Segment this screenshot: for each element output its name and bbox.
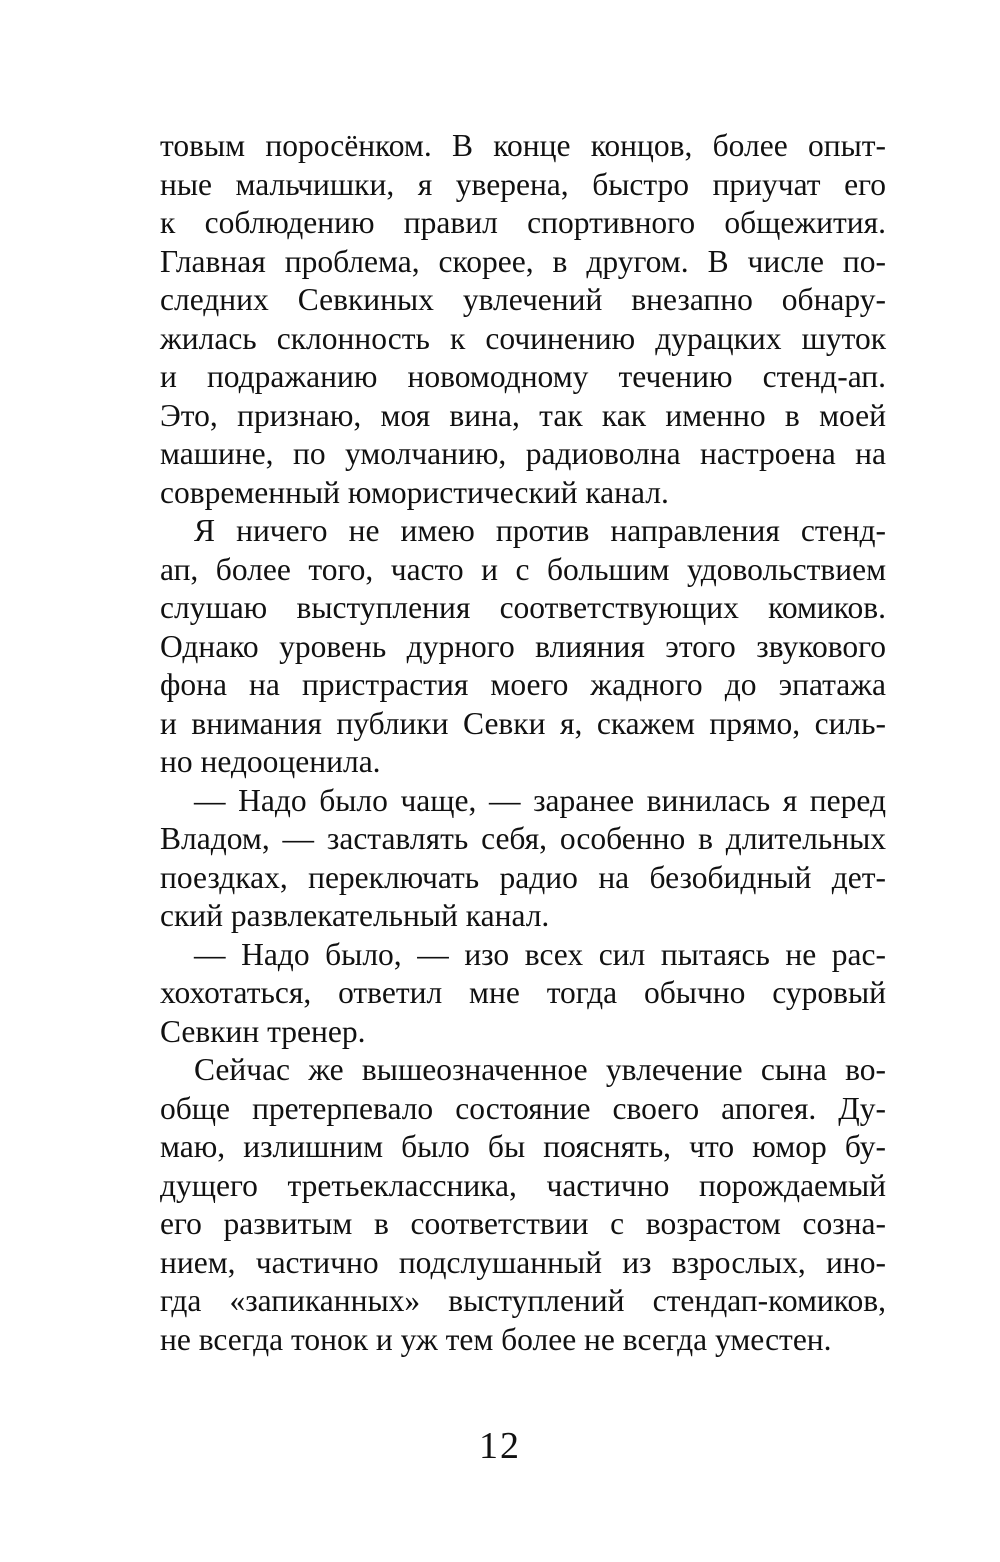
text-line: к соблюдению правил спортивного общежития. — [160, 205, 886, 240]
text-line: дущего третьеклассника, частично порождаемый — [160, 1167, 886, 1203]
text-line: поездках, переключать радио на безобидный дет- — [160, 859, 886, 895]
paragraph — [160, 1051, 886, 1359]
text-line: и внимания публики Севки я, скажем прямо, силь- — [160, 705, 886, 741]
paragraph — [160, 936, 886, 1052]
paragraph — [160, 512, 886, 782]
text-line: но недооценила. — [160, 744, 381, 779]
text-line: машине, по умолчанию, радиоволна настроена на — [160, 436, 886, 471]
text-line: товым поросёнком. В конце концов, более опыт- — [160, 128, 886, 163]
text-line: ский развлекательный канал. — [160, 898, 550, 933]
paragraph — [160, 127, 886, 512]
text-line: фона на пристрастия моего жадного до эпатажа — [160, 667, 886, 702]
text-line: Однако уровень дурного влияния этого звукового — [160, 628, 886, 664]
body-text — [160, 127, 886, 1359]
text-line: — Надо было, — изо всех сил пытаясь не рас- — [194, 936, 886, 972]
text-line: гда «запиканных» выступлений стендап-комиков, — [160, 1283, 886, 1318]
text-line: Сейчас же вышеозначенное увлечение сына во- — [194, 1052, 886, 1087]
text-line: нием, частично подслушанный из взрослых, ино- — [160, 1244, 886, 1280]
text-line: слушаю выступления соответствующих комиков. — [160, 590, 886, 625]
page-number: 12 — [479, 1425, 521, 1467]
text-line: не всегда тонок и уж тем более не всегда уместен. — [160, 1321, 832, 1357]
text-line: и подражанию новомодному течению стенд-ап. — [160, 359, 886, 394]
text-line: жилась склонность к сочинению дурацких шуток — [160, 320, 886, 356]
text-line: ные мальчишки, я уверена, быстро приучат его — [160, 166, 886, 202]
text-line: Главная проблема, скорее, в другом. В числе по- — [160, 243, 886, 279]
text-line: современный юмористический канал. — [160, 474, 669, 510]
paragraph — [160, 782, 886, 936]
text-line: следних Севкиных увлечений внезапно обнару- — [160, 282, 886, 317]
text-line: маю, излишним было бы пояснять, что юмор бу- — [160, 1129, 886, 1164]
text-line: его развитым в соответствии с возрастом созна- — [160, 1206, 886, 1241]
text-line: Севкин тренер. — [160, 1013, 366, 1049]
text-line: Владом, — заставлять себя, особенно в длительных — [160, 821, 886, 856]
text-line: хохотаться, ответил мне тогда обычно суровый — [160, 975, 886, 1010]
text-line: Я ничего не имею против направления стенд- — [194, 513, 886, 548]
text-line: обще претерпевало состояние своего апогея. Ду- — [160, 1090, 886, 1126]
text-line: ап, более того, часто и с большим удовольствием — [160, 551, 886, 587]
text-line: — Надо было чаще, — заранее винилась я перед — [194, 782, 886, 818]
text-line: Это, признаю, моя вина, так как именно в моей — [160, 397, 886, 433]
